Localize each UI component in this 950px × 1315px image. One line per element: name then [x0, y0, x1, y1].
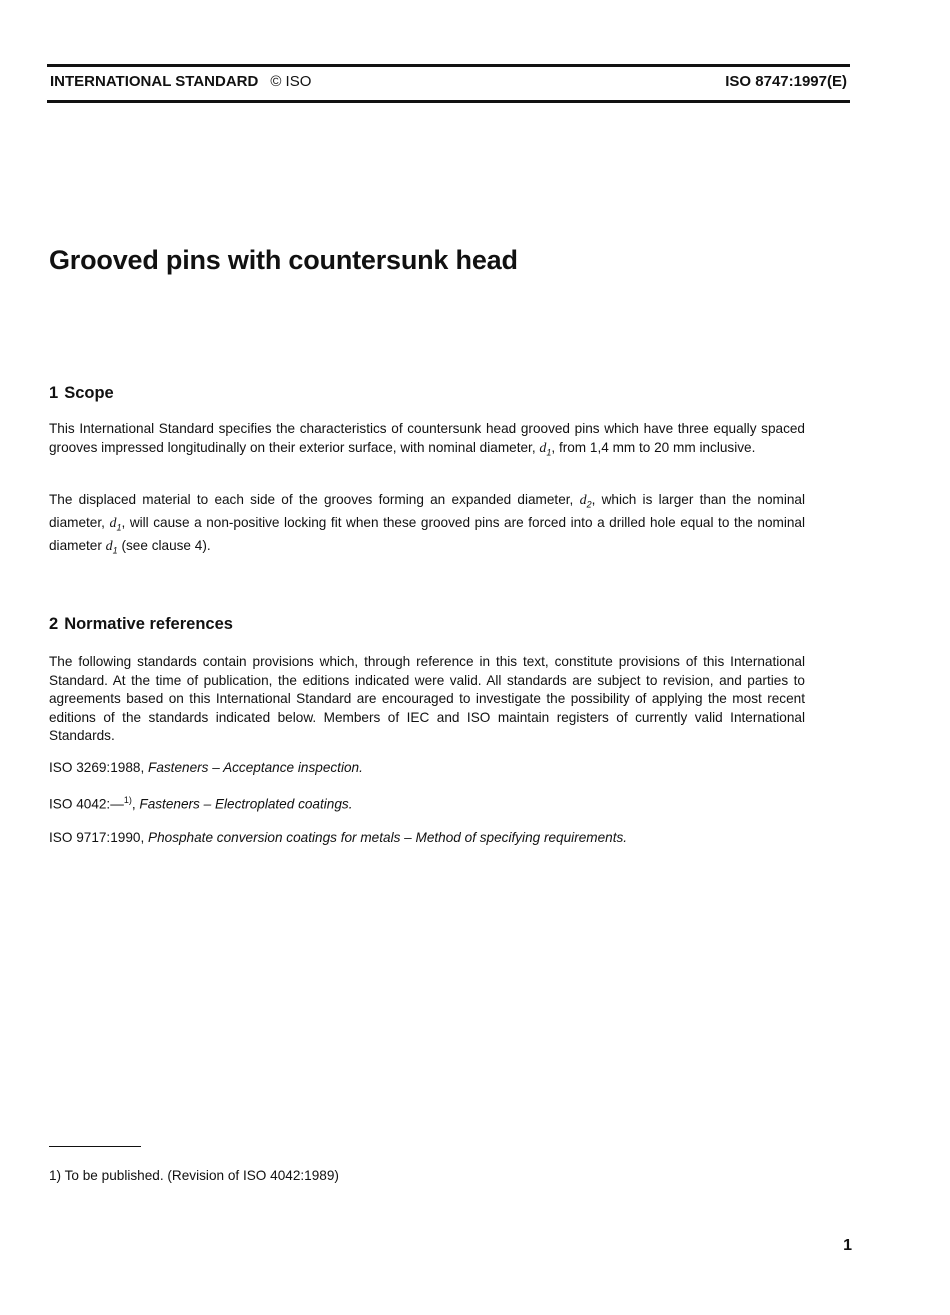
normative-references-intro: The following standards contain provisions which, through reference in this text, constitute provisions of this International Standard. At the time of publication, the editions indicated were valid. All standards are subject to revision, and parties to agreements based on this International Standard are encouraged to investigate the possibility of applying the most recent editions of the standards indicated below. Members of IEC and ISO maintain registers of currently valid International Standards. [49, 654, 805, 743]
section-number: 2 [49, 615, 59, 633]
header-rule-bottom [47, 100, 850, 103]
section-title: Normative references [64, 615, 233, 633]
page-number: 1 [843, 1237, 852, 1254]
footnote-marker: 1) [123, 795, 132, 805]
reference-item: ISO 4042:—$^{1)}$, Fasteners – Electroplated coatings. [49, 795, 353, 812]
header-left [50, 73, 311, 90]
header-document-id: ISO 8747:1997(E) [725, 73, 847, 90]
document-title: Grooved pins with countersunk head [49, 245, 518, 275]
scope-paragraph-1: This International Standard specifies the characteristics of countersunk head grooved pins which have three equally spaced grooves impressed longitudinally on their exterior surface, with nominal diameter, $d_1$, from 1,4 mm to 20 mm inclusive. [49, 421, 805, 458]
header-rule-top [47, 64, 850, 67]
reference-item: ISO 9717:1990, Phosphate conversion coatings for metals – Method of specifying requirements. [49, 830, 628, 845]
header-standard-label: INTERNATIONAL STANDARD [50, 73, 259, 90]
page-header [47, 73, 850, 95]
header-copyright: © ISO [270, 73, 312, 90]
footnote-separator [49, 1146, 141, 1147]
footnote: 1) To be published. (Revision of ISO 4042:1989) [49, 1168, 339, 1183]
section-title: Scope [64, 384, 114, 402]
section-heading-normative-references [49, 615, 233, 634]
scope-paragraph-2: The displaced material to each side of the grooves forming an expanded diameter, $d_2$, which is larger than the nominal diameter, $d_1$, will cause a non-positive locking fit when these grooved pins are forced into a drilled hole equal to the nominal diameter $d_1$ (see clause 4). [49, 492, 806, 557]
section-heading-scope [49, 384, 114, 403]
section-number: 1 [49, 384, 59, 402]
reference-item: ISO 3269:1988, Fasteners – Acceptance inspection. [49, 760, 363, 775]
